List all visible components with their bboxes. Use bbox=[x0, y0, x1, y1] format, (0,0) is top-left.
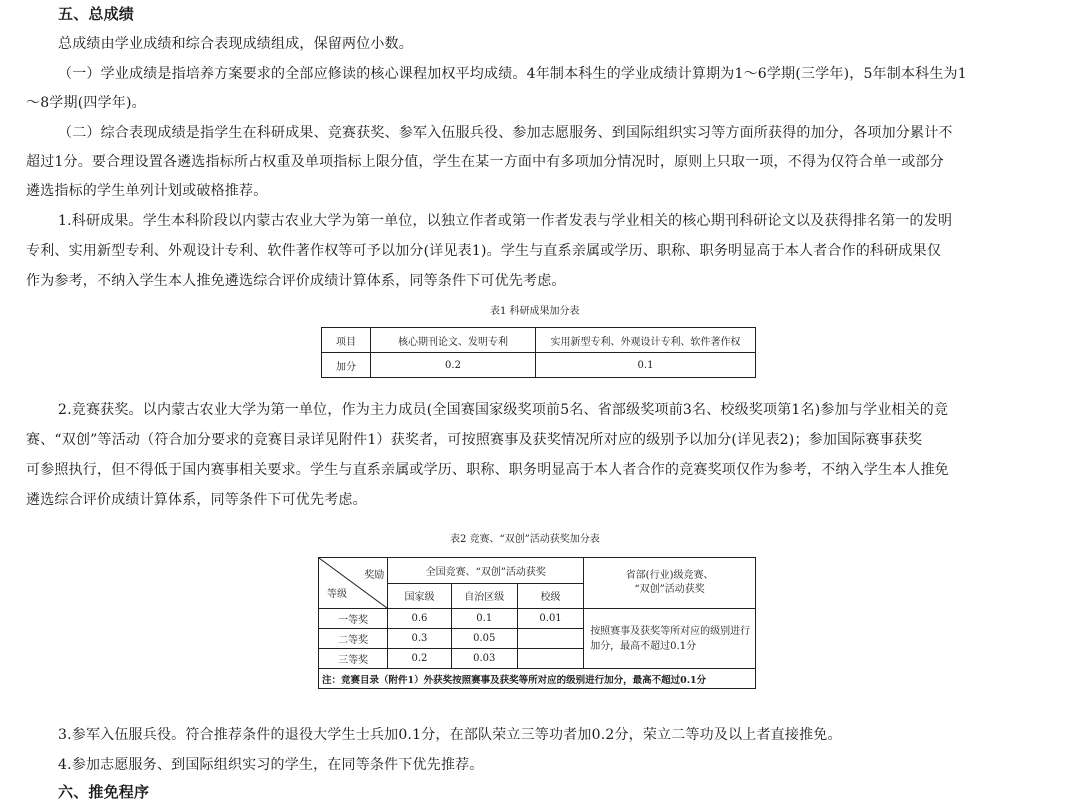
table-cell: 0.3 bbox=[388, 629, 451, 649]
paragraph-academic-line2: ～8学期(四学年)。 bbox=[26, 95, 146, 111]
paragraph-volunteer: 4.参加志愿服务、到国际组织实习的学生，在同等条件下优先推荐。 bbox=[58, 757, 484, 773]
table-row bbox=[319, 609, 756, 629]
table-cell: 0.2 bbox=[371, 353, 536, 378]
table-provincial-header bbox=[584, 558, 756, 609]
table-row bbox=[319, 669, 756, 689]
table-cell: 0.03 bbox=[451, 649, 517, 669]
table-subheader: 校级 bbox=[517, 583, 583, 609]
table-corner-cell bbox=[319, 558, 388, 609]
table-cell: 二等奖 bbox=[319, 629, 388, 649]
table-group-header: 全国竞赛、“双创”活动获奖 bbox=[388, 558, 584, 584]
research-bonus-table bbox=[321, 327, 756, 378]
table-row bbox=[319, 558, 756, 584]
table-subheader: 自治区级 bbox=[451, 583, 517, 609]
table-note: 注：竞赛目录（附件1）外获奖按照赛事及获奖等所对应的级别进行加分，最高不超过0.1分 bbox=[319, 669, 756, 689]
paragraph-research-line1: 1.科研成果。学生本科阶段以内蒙古农业大学为第一单位，以独立作者或第一作者发表与学业相关的核心期刊科研论文以及获得排名第一的发明 bbox=[58, 213, 953, 229]
paragraph-comprehensive-line2: 超过1分。要合理设置各遴选指标所占权重及单项指标上限分值，学生在某一方面中有多项加分情况时，原则上只取一项，不得为仅符合单一或部分 bbox=[26, 154, 944, 170]
paragraph-academic-line1: （一）学业成绩是指培养方案要求的全部应修读的核心课程加权平均成绩。4年制本科生的学业成绩计算期为1～6学期(三学年)，5年制本科生为1 bbox=[58, 66, 967, 82]
table-cell bbox=[517, 649, 583, 669]
table-subheader: 国家级 bbox=[388, 583, 451, 609]
table1-caption: 表1 科研成果加分表 bbox=[490, 306, 580, 317]
paragraph-comprehensive-line1: （二）综合表现成绩是指学生在科研成果、竞赛获奖、参军入伍服兵役、参加志愿服务、到国际组织实习等方面所获得的加分，各项加分累计不 bbox=[58, 125, 953, 141]
table-row bbox=[322, 353, 756, 378]
paragraph-competition-line1: 2.竞赛获奖。以内蒙古农业大学为第一单位，作为主力成员(全国赛国家级奖项前5名、省部级奖项前3名、校级奖项第1名)参加与学业相关的竞 bbox=[58, 402, 949, 418]
competition-bonus-table bbox=[318, 557, 756, 689]
table-cell bbox=[517, 629, 583, 649]
paragraph-competition-line3: 可参照执行，但不得低于国内赛事相关要求。学生与直系亲属或学历、职称、职务明显高于本人者合作的竞赛奖项仅作为参考，不纳入学生本人推免 bbox=[26, 462, 949, 478]
table-cell: 0.6 bbox=[388, 609, 451, 629]
table-provincial-text: 按照赛事及获奖等所对应的级别进行加分，最高不超过0.1分 bbox=[584, 609, 756, 669]
table-cell: 项目 bbox=[322, 328, 371, 353]
table-cell: 0.2 bbox=[388, 649, 451, 669]
corner-bottom-label: 等级 bbox=[327, 589, 347, 600]
table-cell: 实用新型专利、外观设计专利、软件著作权 bbox=[536, 328, 756, 353]
table-cell: 0.05 bbox=[451, 629, 517, 649]
paragraph-research-line3: 作为参考，不纳入学生本人推免遴选综合评价成绩计算体系，同等条件下可优先考虑。 bbox=[26, 273, 566, 289]
paragraph-comprehensive-line3: 遴选指标的学生单列计划或破格推荐。 bbox=[26, 183, 268, 199]
paragraph-military: 3.参军入伍服兵役。符合推荐条件的退役大学生士兵加0.1分，在部队荣立三等功者加0.2分，荣立二等功及以上者直接推免。 bbox=[58, 727, 842, 743]
table2-caption: 表2 竞赛、“双创”活动获奖加分表 bbox=[450, 534, 600, 545]
paragraph-total-score: 总成绩由学业成绩和综合表现成绩组成，保留两位小数。 bbox=[58, 36, 413, 52]
table-cell: 核心期刊论文、发明专利 bbox=[371, 328, 536, 353]
table-cell: 加分 bbox=[322, 353, 371, 378]
paragraph-competition-line4: 遴选综合评价成绩计算体系，同等条件下可优先考虑。 bbox=[26, 492, 367, 508]
provincial-header-line1: 省部(行业)级竞赛、 bbox=[625, 570, 714, 581]
table-cell: 0.1 bbox=[536, 353, 756, 378]
paragraph-research-line2: 专利、实用新型专利、外观设计专利、软件著作权等可予以加分(详见表1)。学生与直系亲属或学历、职称、职务明显高于本人者合作的科研成果仅 bbox=[26, 243, 942, 259]
table-cell: 0.01 bbox=[517, 609, 583, 629]
paragraph-competition-line2: 赛、“双创”等活动（符合加分要求的竞赛目录详见附件1）获奖者，可按照赛事及获奖情况所对应的级别予以加分(详见表2)；参加国际赛事获奖 bbox=[26, 432, 923, 448]
table-cell: 0.1 bbox=[451, 609, 517, 629]
next-section-title: 六、推免程序 bbox=[58, 783, 150, 801]
table-cell: 一等奖 bbox=[319, 609, 388, 629]
provincial-header-line2: “双创”活动获奖 bbox=[634, 584, 705, 595]
table-row bbox=[322, 328, 756, 353]
section-title: 五、总成绩 bbox=[58, 5, 135, 23]
table-cell: 三等奖 bbox=[319, 649, 388, 669]
corner-top-label: 奖励 bbox=[364, 570, 385, 581]
